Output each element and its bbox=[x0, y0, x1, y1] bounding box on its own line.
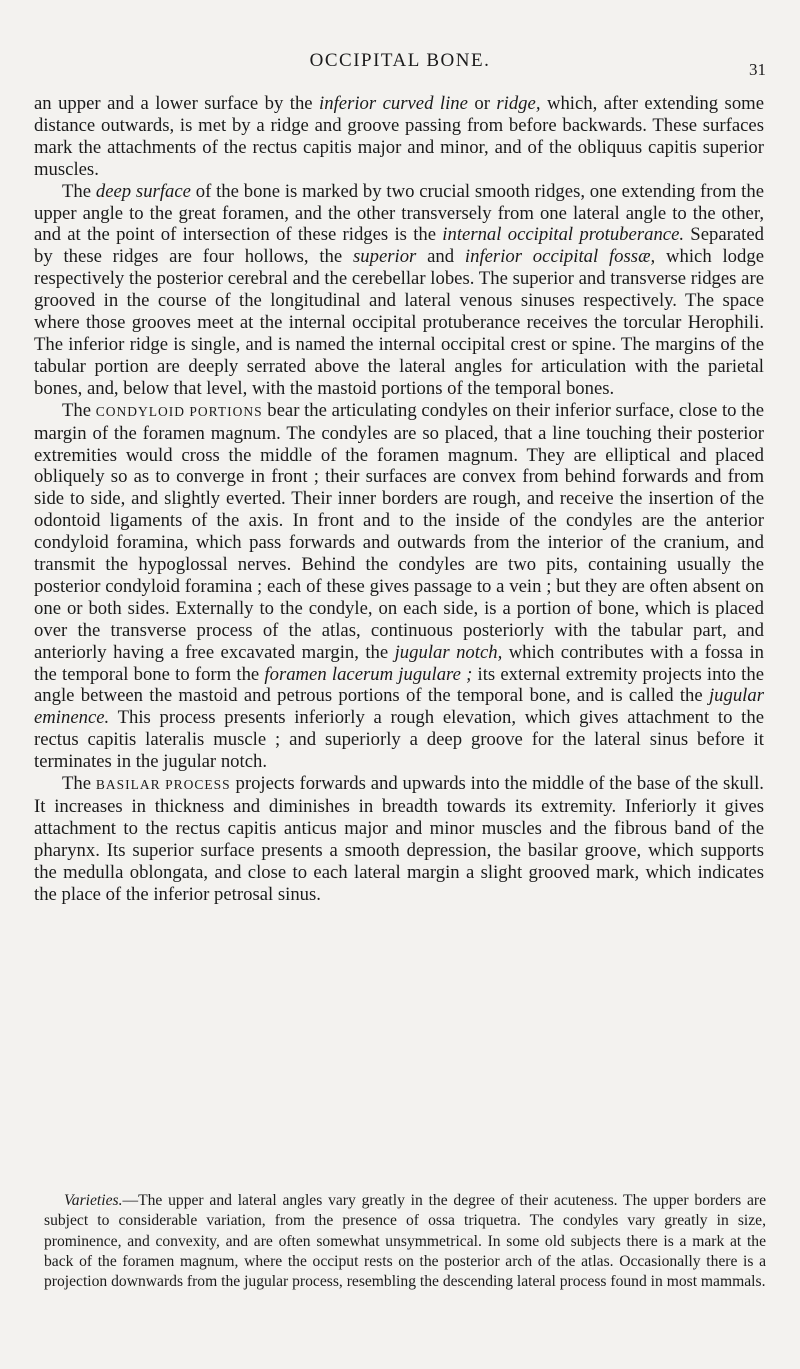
main-text bbox=[34, 93, 764, 906]
text-run: or bbox=[467, 93, 497, 114]
paragraph-deep-surface bbox=[34, 181, 764, 400]
paragraph-continuation bbox=[34, 93, 764, 181]
term-foramen-lacerum-jugulare: foramen lacerum jugulare ; bbox=[264, 663, 473, 685]
text-run: Separated by these ridges are four hollows, the bbox=[34, 224, 764, 268]
running-head-title: OCCIPITAL BONE. bbox=[309, 50, 491, 71]
heading-basilar-process: BASILAR PROCESS bbox=[95, 777, 231, 793]
text-run: its external extremity projects into the angle between the mastoid and petrous portions of the temporal bone, and is called the bbox=[34, 663, 764, 707]
term-inferior-occipital-fossae: inferior occipital fossæ, bbox=[464, 246, 656, 268]
term-superior: superior bbox=[352, 246, 417, 268]
term-deep-surface: deep surface bbox=[95, 180, 191, 202]
term-jugular-notch: jugular notch, bbox=[394, 641, 503, 663]
text-run: an upper and a lower surface by the bbox=[34, 93, 320, 114]
text-run: bear the articulating condyles on their inferior surface, close to the margin of the foramen magnum. The condyles are so placed, that a line touching their posterior extremities would cross the middle of the foramen magnum. They are elliptical and placed obliquely so as to converge in front ; their surfaces are convex from behind forwards and from side to side, and slightly everted. Their inner borders are rough, and receive the insertion of the odontoid ligaments of the axis. In front and to the inside of the condyles are the anterior condyloid foramina, which pass forwards and outwards from the interior of the cranium, and transmit the hypoglossal nerves. Behind the condyles are two pits, containing usually the posterior condyloid foramina ; each of these gives passage to a vein ; but they are often absent on one or both sides. Externally to the condyle, on each side, is a portion of bone, which is placed over the transverse process of the atlas, continuous posteriorly with the tabular part, and anteriorly having a free excavated margin, the bbox=[34, 399, 764, 663]
term-ridge: ridge, bbox=[496, 93, 541, 114]
text-run: The bbox=[62, 399, 96, 421]
text-run: of the bone is marked by two crucial smooth ridges, one extending from the upper angle to the great foramen, and the other transversely from one lateral angle to the other, and at the point of intersection of these ridges is the bbox=[34, 180, 765, 246]
paragraph-basilar-process bbox=[34, 773, 764, 905]
text-run: projects forwards and upwards into the middle of the base of the skull. It increases in thickness and diminishes in breadth towards its extremity. Inferiorly it gives attachment to the rectus capitis anticus major and minor muscles and the fibrous band of the pharynx. Its superior surface presents a smooth depression, the basilar groove, which supports the medulla oblongata, and close to each lateral margin a slight grooved mark, which indicates the place of the inferior petrosal sinus. bbox=[34, 773, 764, 905]
text-run: The bbox=[62, 773, 96, 795]
varieties-paragraph bbox=[44, 1191, 766, 1292]
term-jugular-eminence: jugular eminence. bbox=[34, 685, 764, 729]
varieties-note bbox=[44, 1191, 766, 1292]
text-run: which, after extending some distance outwards, is met by a ridge and groove passing from before backwards. These surfaces mark the attachments of the rectus capitis major and minor, and of the obliquus capitis superior muscles. bbox=[34, 93, 764, 180]
varieties-text: The upper and lateral angles vary greatly in the degree of their acuteness. The upper borders are subject to considerable variation, from the presence of ossa triquetra. The condyles vary greatly in size, prominence, and convexity, and are often somewhat unsymmetrical. In some old subjects there is a mark at the back of the foramen magnum, where the occiput rests on the posterior arch of the atlas. Occasionally there is a projection downwards from the jugular process, resembling the descending lateral process found in most mammals. bbox=[44, 1192, 766, 1291]
page-number: 31 bbox=[749, 60, 766, 79]
varieties-label: Varieties. bbox=[64, 1192, 123, 1209]
text-run: The bbox=[62, 180, 96, 202]
text-run: and bbox=[416, 246, 465, 268]
text-run: which contributes with a fossa in the temporal bone to form the bbox=[34, 641, 764, 685]
dash: — bbox=[122, 1192, 139, 1209]
term-inferior-curved-line: inferior curved line bbox=[319, 93, 468, 114]
paragraph-condyloid-portions bbox=[34, 400, 764, 773]
heading-condyloid-portions: CONDYLOID PORTIONS bbox=[95, 403, 263, 419]
term-internal-occipital-protuberance: internal occipital protuberance. bbox=[442, 224, 685, 246]
text-run: which lodge respectively the posterior cerebral and the cerebellar lobes. The superior and transverse ridges are grooved in the course of the longitudinal and lateral venous sinuses respectively. The space where those grooves meet at the internal occipital protuberance receives the torcular Herophili. The inferior ridge is single, and is named the internal occipital crest or spine. The margins of the tabular portion are deeply serrated above the lateral angles for articulation with the parietal bones, and, below that level, with the mastoid portions of the temporal bones. bbox=[34, 246, 765, 399]
text-run: This process presents inferiorly a rough elevation, which gives attachment to the rectus capitis lateralis muscle ; and superiorly a deep groove for the lateral sinus before it terminates in the jugular notch. bbox=[34, 707, 764, 773]
